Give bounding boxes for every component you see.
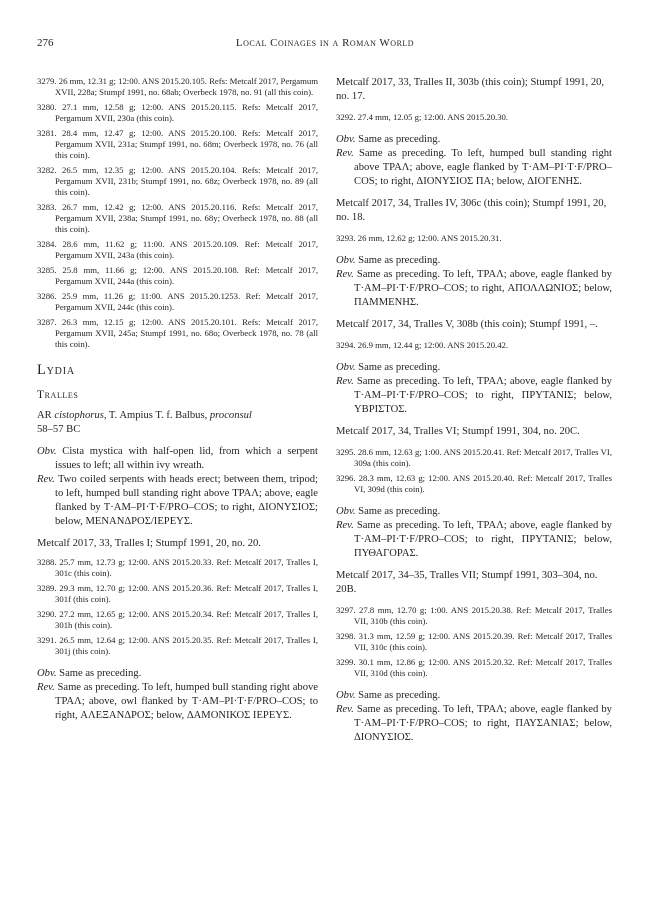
catalog-entries bbox=[336, 605, 612, 679]
type-reference: Metcalf 2017, 33, Tralles I; Stumpf 1991, 20, no. 20. bbox=[37, 538, 261, 549]
entry-text: 30.1 mm, 12.86 g; 12:00. ANS 2015.20.32. Ref: Metcalf 2017, Tralles VII, 310d (this coin). bbox=[354, 657, 612, 678]
entry-number: 3282. bbox=[37, 165, 57, 175]
reverse-description: Rev. Two coiled serpents with heads erect; between them, tripod; to left, humped bull standing right above ΤΡΑΛ; above, eagle flanked by T·AM–PI·T·F/PRO–COS; to right, ΔΙΟΝΥΣΙΟΣ; below, ΜΕΝΑΝΔΡΟΣ/ΙΕΡΕΥΣ. bbox=[37, 474, 318, 527]
obverse-description: Obv. Same as preceding. bbox=[336, 506, 441, 517]
catalog-entry bbox=[37, 265, 318, 287]
obverse-description: Obv. Cista mystica with half-open lid, from which a serpent issues to left; all within ivy wreath. bbox=[37, 446, 318, 471]
entry-number: 3291. bbox=[37, 635, 57, 645]
entry-text: 26.3 mm, 12.15 g; 12:00. ANS 2015.20.101. Refs: Metcalf 2017, Pergamum XVII, 245a; Stumpf 1991, no. 68o; Overbeck 1978, no. 78 (all this coin). bbox=[55, 317, 319, 349]
catalog-entry bbox=[336, 605, 612, 627]
entry-number: 3289. bbox=[37, 583, 57, 593]
obverse-description: Obv. Same as preceding. bbox=[336, 362, 441, 373]
entry-text: 25.9 mm, 11.26 g; 11:00. ANS 2015.20.1253. Ref: Metcalf 2017, Pergamum XVII, 244c (this coin). bbox=[55, 291, 318, 312]
entry-text: 26.7 mm, 12.42 g; 12:00. ANS 2015.20.116. Refs: Metcalf 2017, Pergamum XVII, 238a; Stumpf 1991, no. 68y; Overbeck 1978, no. 88 (all this coin). bbox=[55, 202, 318, 234]
type-reference: Metcalf 2017, 34–35, Tralles VII; Stumpf 1991, 303–304, no. 20B. bbox=[336, 570, 598, 595]
obverse-description: Obv. Same as preceding. bbox=[336, 255, 441, 266]
right-column bbox=[336, 76, 612, 745]
reverse-description: Rev. Same as preceding. To left, ΤΡΑΛ; above, eagle flanked by T·AM–PI·T·F/PRO–COS; to right, ΠΡΥΤΑΝΙΣ; below, ΠΥΘΑΓΟΡΑΣ. bbox=[336, 520, 612, 559]
entry-number: 3284. bbox=[37, 239, 57, 249]
catalog-entries-mid bbox=[37, 557, 318, 657]
catalog-entry bbox=[37, 202, 318, 235]
entry-number: 3279. bbox=[37, 76, 57, 86]
entry-text: 27.2 mm, 12.65 g; 12:00. ANS 2015.20.34. Ref: Metcalf 2017, Tralles I, 301h (this coin). bbox=[55, 609, 318, 630]
reverse-description: Rev. Same as preceding. To left, ΤΡΑΛ; above, eagle flanked by T·AM–PI·T·F/PRO–COS; to right, ΠΡΥΤΑΝΙΣ; below, ΥΒΡΙΣΤΟΣ. bbox=[336, 376, 612, 415]
entry-text: 28.6 mm, 11.62 g; 11:00. ANS 2015.20.109. Ref: Metcalf 2017, Pergamum XVII, 243a (this coin). bbox=[55, 239, 318, 260]
entry-number: 3295. bbox=[336, 447, 356, 457]
catalog-entry bbox=[336, 631, 612, 653]
catalog-entry bbox=[336, 473, 612, 495]
catalog-entries-top bbox=[37, 76, 318, 350]
left-column bbox=[37, 76, 318, 723]
entry-number: 3280. bbox=[37, 102, 57, 112]
entry-text: 27.1 mm, 12.58 g; 12:00. ANS 2015.20.115. Refs: Metcalf 2017, Pergamum XVII, 230a (this coin). bbox=[55, 102, 318, 123]
catalog-entry bbox=[37, 102, 318, 124]
entry-text: 28.3 mm, 12.63 g; 12:00. ANS 2015.20.40. Ref: Metcalf 2017, Tralles VI, 309d (this coin). bbox=[354, 473, 612, 494]
entry-text: 28.4 mm, 12.47 g; 12:00. ANS 2015.20.100. Refs: Metcalf 2017, Pergamum XVII, 231a; Stumpf 1991, no. 68m; Overbeck 1978, no. 76 (all this coin). bbox=[55, 128, 319, 160]
region-heading: Lydia bbox=[37, 362, 75, 378]
catalog-entry bbox=[37, 635, 318, 657]
catalog-entry bbox=[37, 291, 318, 313]
running-title: Local Coinages in a Roman World bbox=[235, 37, 415, 49]
entry-text: 28.6 mm, 12.63 g; 1:00. ANS 2015.20.41. Ref: Metcalf 2017, Tralles VI, 309a (this coin). bbox=[354, 447, 612, 468]
catalog-entry bbox=[37, 239, 318, 261]
type-reference: Metcalf 2017, 33, Tralles II, 303b (this coin); Stumpf 1991, 20, no. 17. bbox=[336, 77, 605, 102]
catalog-entries bbox=[336, 447, 612, 495]
entry-number: 3299. bbox=[336, 657, 356, 667]
entry-number: 3283. bbox=[37, 202, 57, 212]
catalog-entry bbox=[37, 317, 318, 350]
type-reference: Metcalf 2017, 34, Tralles V, 308b (this coin); Stumpf 1991, –. bbox=[336, 319, 598, 330]
obverse-description: Obv. Same as preceding. bbox=[336, 690, 441, 701]
catalog-entry bbox=[37, 76, 318, 98]
entry-text: 26.5 mm, 12.35 g; 12:00. ANS 2015.20.104. Refs: Metcalf 2017, Pergamum XVII, 231b; Stumpf 1991, no. 68z; Overbeck 1978, no. 89 (all this coin). bbox=[55, 165, 319, 197]
entry-number: 3296. bbox=[336, 473, 356, 483]
page-number: 276 bbox=[37, 37, 54, 49]
obverse-description: Obv. Same as preceding. bbox=[37, 668, 142, 679]
catalog-entry bbox=[336, 447, 612, 469]
entry-number: 3297. bbox=[336, 605, 356, 615]
type-reference: Metcalf 2017, 34, Tralles VI; Stumpf 1991, 304, no. 20C. bbox=[336, 426, 580, 437]
entry-text: 25.7 mm, 12.73 g; 12:00. ANS 2015.20.33. Ref: Metcalf 2017, Tralles I, 301c (this coin). bbox=[55, 557, 318, 578]
entry-number: 3288. bbox=[37, 557, 57, 567]
entry-text: 31.3 mm, 12.59 g; 12:00. ANS 2015.20.39. Ref: Metcalf 2017, Tralles VII, 310c (this coin). bbox=[354, 631, 612, 652]
city-heading: Tralles bbox=[37, 389, 79, 401]
entry-number: 3285. bbox=[37, 265, 57, 275]
reverse-description: Rev. Same as preceding. To left, ΤΡΑΛ; above, eagle flanked by T·AM–PI·T·F/PRO–COS; to right, ΠΑΥΣΑΝΙΑΣ; below, ΔΙΟΝΥΣΙΟΣ. bbox=[336, 704, 612, 743]
catalog-entry bbox=[37, 128, 318, 161]
type-heading: AR cistophorus, T. Ampius T. f. Balbus, proconsul 58–57 BC bbox=[37, 410, 252, 435]
catalog-entry bbox=[37, 557, 318, 579]
entry-number: 3286. bbox=[37, 291, 57, 301]
entry-text: 26 mm, 12.31 g; 12:00. ANS 2015.20.105. Refs: Metcalf 2017, Pergamum XVII, 228a; Stumpf 1991, no. 68ab; Overbeck 1978, no. 91 (all this coin). bbox=[55, 76, 319, 97]
catalog-entry bbox=[37, 583, 318, 605]
catalog-entry bbox=[37, 165, 318, 198]
catalog-entry: 3292. 27.4 mm, 12.05 g; 12:00. ANS 2015.20.30. bbox=[336, 112, 509, 122]
reverse-description: Rev. Same as preceding. To left, humped bull standing right above ΤΡΑΛ; above, owl flanked by T·AM–PI·T·F/PRO–COS; to right, ΑΛΕΞΑΝΔΡΟΣ; below, ΔΑΜΟΝΙΚΟΣ ΙΕΡΕΥΣ. bbox=[37, 682, 318, 721]
entry-number: 3298. bbox=[336, 631, 356, 641]
entry-text: 27.8 mm, 12.70 g; 1:00. ANS 2015.20.38. Ref: Metcalf 2017, Tralles VII, 310b (this coin). bbox=[354, 605, 612, 626]
entry-text: 29.3 mm, 12.70 g; 12:00. ANS 2015.20.36. Ref: Metcalf 2017, Tralles I, 301f (this coin). bbox=[55, 583, 318, 604]
catalog-entry bbox=[336, 657, 612, 679]
catalog-entry: 3294. 26.9 mm, 12.44 g; 12:00. ANS 2015.20.42. bbox=[336, 340, 509, 350]
catalog-entry: 3293. 26 mm, 12.62 g; 12:00. ANS 2015.20.31. bbox=[336, 233, 502, 243]
entry-text: 25.8 mm, 11.66 g; 12:00. ANS 2015.20.108. Ref: Metcalf 2017, Pergamum XVII, 244a (this coin). bbox=[55, 265, 318, 286]
entry-number: 3290. bbox=[37, 609, 57, 619]
reverse-description: Rev. Same as preceding. To left, ΤΡΑΛ; above, eagle flanked by T·AM–PI·T·F/PRO–COS; to right, ΑΠΟΛΛΩΝΙΟΣ; below, ΠΑΜΜΕΝΗΣ. bbox=[336, 269, 612, 308]
type-reference: Metcalf 2017, 34, Tralles IV, 306c (this coin); Stumpf 1991, 20, no. 18. bbox=[336, 198, 607, 223]
obverse-description: Obv. Same as preceding. bbox=[336, 134, 441, 145]
catalog-entry bbox=[37, 609, 318, 631]
entry-number: 3281. bbox=[37, 128, 57, 138]
entry-text: 26.5 mm, 12.64 g; 12:00. ANS 2015.20.35. Ref: Metcalf 2017, Tralles I, 301j (this coin). bbox=[55, 635, 318, 656]
entry-number: 3287. bbox=[37, 317, 57, 327]
reverse-description: Rev. Same as preceding. To left, humped bull standing right above ΤΡΑΛ; above, eagle flanked by T·AM–PI·T·F/PRO–COS; to right, ΔΙΟΝΥΣΙΟΣ ΠΑ; below, ΔΙΟΓΕΝΗΣ. bbox=[336, 148, 612, 187]
